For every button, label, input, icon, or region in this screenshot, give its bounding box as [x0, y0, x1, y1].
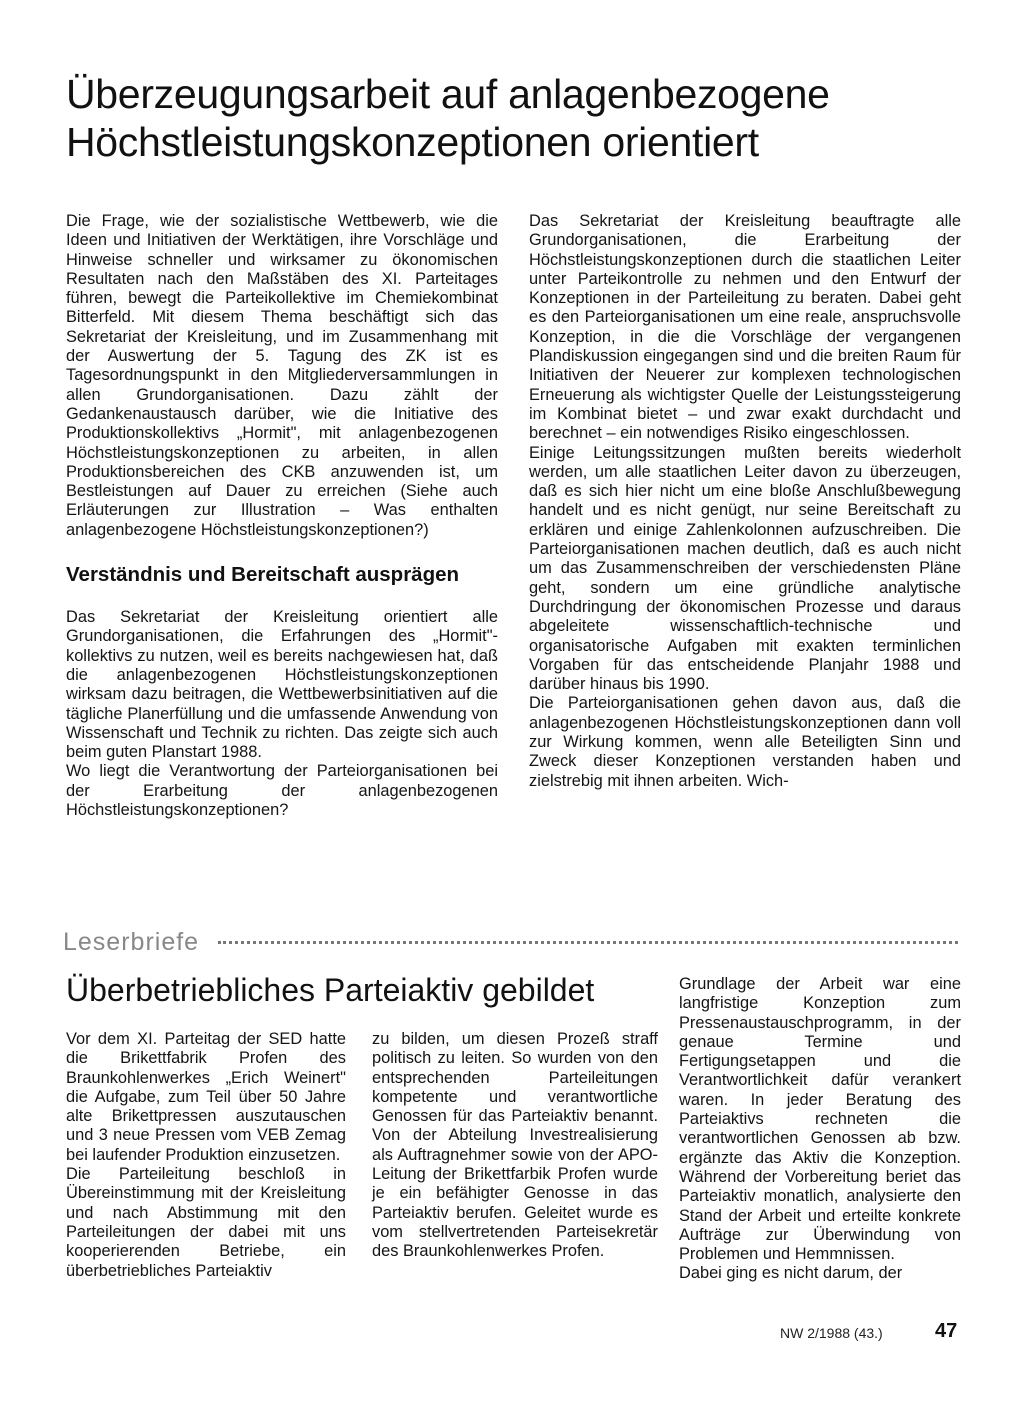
article-title: Überzeugungsarbeit auf anlagenbezogene Höchstleistungskonzeptionen orientiert	[66, 71, 830, 165]
letter-column-1	[66, 1030, 346, 1281]
letter-title: Überbetriebliches Parteiaktiv gebildet	[66, 972, 595, 1008]
issue-reference: NW 2/1988 (43.)	[780, 1325, 883, 1341]
article-column-2	[529, 212, 961, 791]
article-column-1	[66, 212, 498, 820]
article-paragraph: Wo liegt die Verantwortung der Parteiorganisationen bei der Erarbeitung der anlagenbezogenen Höchstleistungskonzeptionen?	[66, 762, 498, 820]
article-paragraph: Einige Leitungssitzungen mußten bereits wiederholt werden, um alle staatlichen Leiter davon zu überzeugen, daß es sich hier nicht um eine bloße Anschlußbewegung handelt und es nicht genügt, nur seine Bereitschaft zu erklären und einige Zahlenkolonnen aufzuschreiben. Die Parteiorganisationen machen deutlich, daß es auch nicht um das Zusammenschreiben der verschiedensten Pläne geht, sondern um eine gründliche analytische Durchdringung der ökonomischen Prozesse und daraus abgeleitete wissenschaftlich-technische und organisatorische Aufgaben mit exakten terminlichen Vorgaben für das entscheidende Planjahr 1988 und darüber hinaus bis 1990.	[529, 443, 961, 694]
letter-column-2	[372, 1030, 658, 1262]
article-subheading: Verständnis und Bereitschaft ausprägen	[66, 563, 460, 587]
article-paragraph: Die Frage, wie der sozialistische Wettbewerb, wie die Ideen und Initiativen der Werktätigen, ihre Vorschläge und Hinweise schneller und wirksamer zu ökonomischen Resultaten nach den Maßstäben des XI. Parteitages führen, bewegt die Parteikollektive im Chemiekombinat Bitterfeld. Mit diesem Thema beschäftigt sich das Sekretariat der Kreisleitung, und im Zusammenhang mit der Auswertung der 5. Tagung des ZK ist es Tagesordnungspunkt in den Mitgliederversammlungen in allen Grundorganisationen. Dazu zählt der Gedankenaustausch darüber, wie die Initiative des Produktionskollektivs „Hormit", mit anlagenbezogenen Höchstleistungskonzeptionen zu arbeiten, in allen Produktionsbereichen des CKB anzuwenden ist, um Bestleistungen auf Dauer zu erreichen (Siehe auch Erläuterungen zur Illustration – Was enthalten anlagenbezogene Höchstleistungskonzeptionen?)	[66, 212, 498, 539]
letter-paragraph: Vor dem XI. Parteitag der SED hatte die Brikettfabrik Profen des Braunkohlenwerkes „Erich Weinert" die Aufgabe, zum Teil über 50 Jahre alte Brikettpressen auszutauschen und 3 neue Pressen vom VEB Zemag bei laufender Produktion einzusetzen.	[66, 1030, 346, 1164]
letter-paragraph: Dabei ging es nicht darum, der	[679, 1264, 903, 1283]
section-label: Leserbriefe	[63, 928, 200, 956]
letter-paragraph: zu bilden, um diesen Prozeß straff politisch zu leiten. So wurden von den entsprechenden Parteileitungen kompetente und verantwortliche Genossen für das Parteiaktiv benannt. Von der Abteilung Investrealisierung als Auftragnehmer sowie von der APO-Leitung der Brikettfarbik Profen wurde je ein befähigter Genosse in das Parteiaktiv berufen. Geleitet wurde es vom stellvertretenden Parteisekretär des Braunkohlenwerkes Profen.	[372, 1030, 658, 1261]
letter-column-3	[679, 975, 961, 1284]
section-divider	[218, 941, 958, 944]
letter-paragraph: Grundlage der Arbeit war eine langfristige Konzeption zum Pressenaustauschprogramm, in der genaue Termine und Fertigungsetappen und die Verantwortlichkeit dafür verankert waren. In jeder Beratung des Parteiaktivs rechneten die verantwortlichen Genossen ab bzw. ergänzte das Aktiv die Konzeption. Während der Vorbereitung beriet das Parteiaktiv monatlich, analysierte den Stand der Arbeit und erteilte konkrete Aufträge zur Überwindung von Problemen und Hemmnissen.	[679, 975, 961, 1264]
article-paragraph: Das Sekretariat der Kreisleitung orientiert alle Grundorganisationen, die Erfahrungen des „Hormit"-kollektivs zu nutzen, weil es bereits nachgewiesen hat, daß die anlagenbezogenen Höchstleistungskonzeptionen wirksam dazu beitragen, die Wettbewerbsinitiativen auf die tägliche Planerfüllung und die umfassende Anwendung von Wissenschaft und Technik zu richten. Das zeigte sich auch beim guten Planstart 1988.	[66, 608, 498, 762]
article-paragraph: Das Sekretariat der Kreisleitung beauftragte alle Grundorganisationen, die Erarbeitung der Höchstleistungskonzeptionen durch die staatlichen Leiter unter Parteikontrolle zu nehmen und den Entwurf der Konzeptionen in der Parteileitung zu beraten. Dabei geht es den Parteiorganisationen um eine reale, anspruchsvolle Konzeption, in die die Vorschläge der vergangenen Plandiskussion eingegangen sind und die breiten Raum für Initiativen der Neuerer zur komplexen technologischen Erneuerung als wichtigster Quelle der Leistungssteigerung im Kombinat bietet – und zwar exakt durchdacht und berechnet – ein notwendiges Risiko eingeschlossen.	[529, 212, 961, 443]
article-paragraph: Die Parteiorganisationen gehen davon aus, daß die anlagenbezogenen Höchstleistungskonzeptionen dann voll zur Wirkung kommen, wenn alle Beteiligten Sinn und Zweck dieser Konzeptionen verstanden haben und zielstrebig mit ihnen arbeiten. Wich-	[529, 694, 961, 790]
page-number: 47	[935, 1320, 958, 1342]
letter-paragraph: Die Parteileitung beschloß in Übereinstimmung mit der Kreisleitung und nach Abstimmung mit den Parteileitungen der dabei mit uns kooperierenden Betriebe, ein überbetriebliches Parteiaktiv	[66, 1165, 346, 1280]
